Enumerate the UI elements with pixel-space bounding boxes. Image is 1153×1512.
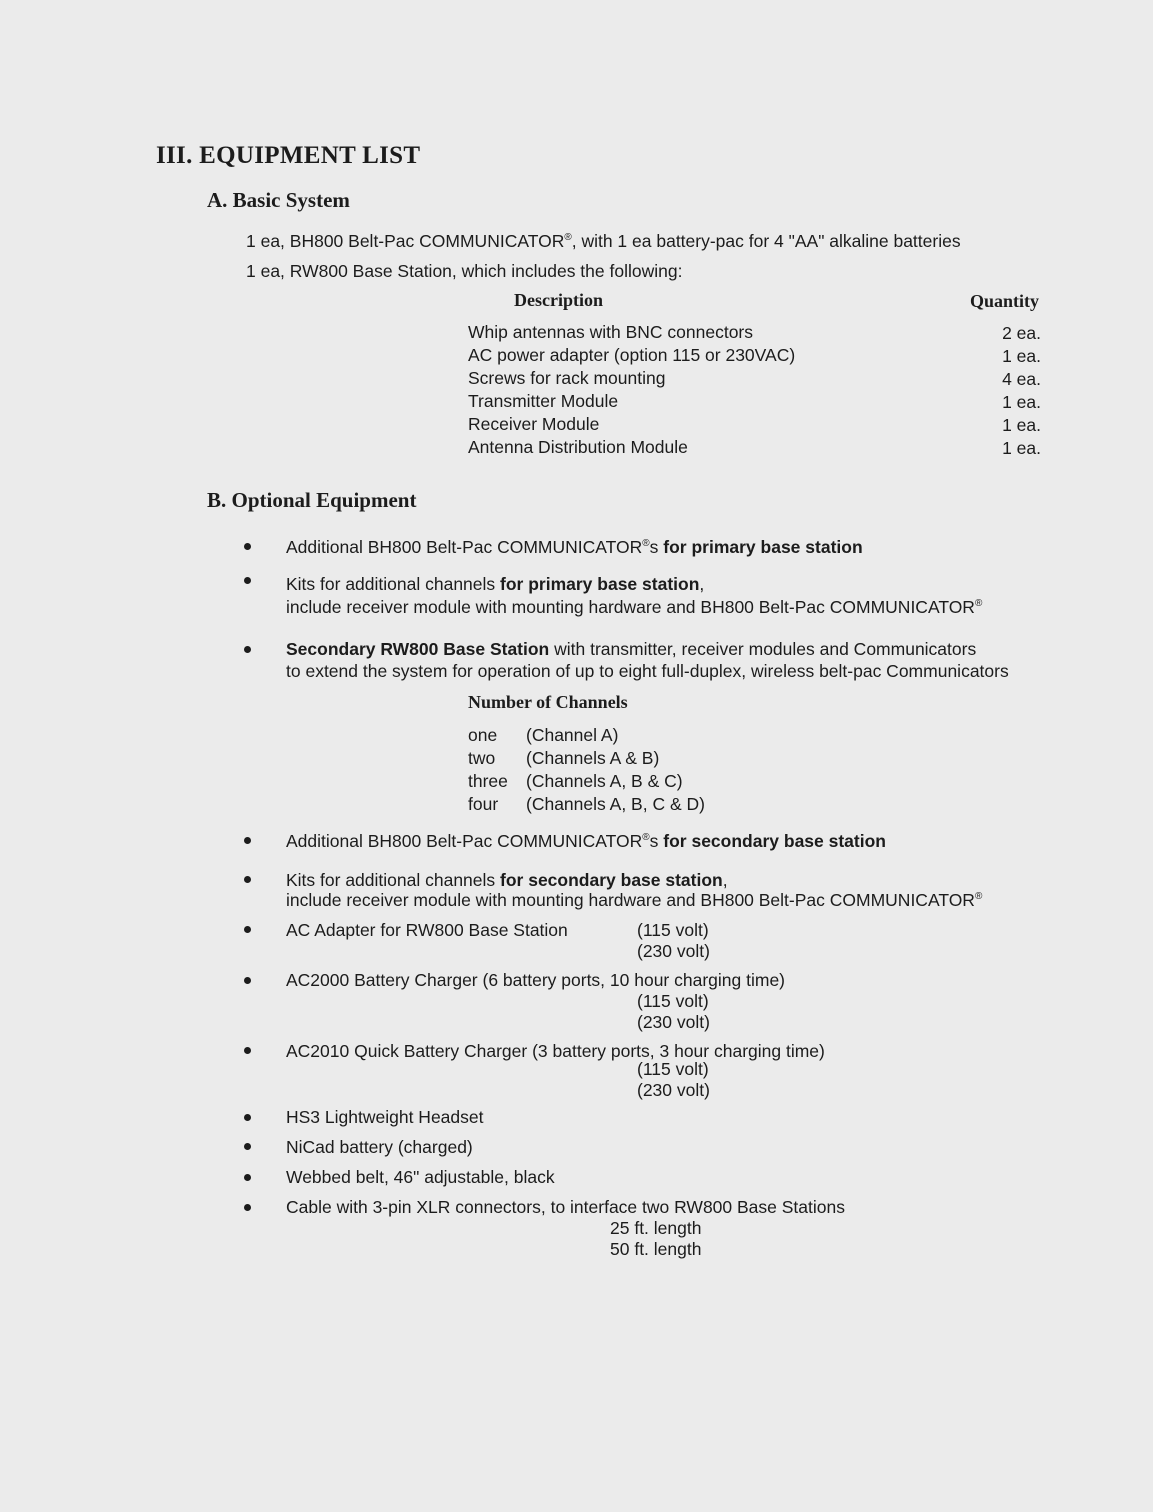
channel-count: one <box>468 725 498 745</box>
channel-count: four <box>468 794 499 814</box>
bullet <box>244 646 251 653</box>
table-row-quantity: 1 ea. <box>1002 438 1041 458</box>
basic-system-heading: A. Basic System <box>207 188 350 212</box>
list-item-continuation: include receiver module with mounting hardware and BH800 Belt-Pac COMMUNICATOR® <box>286 597 983 617</box>
table-row-quantity: 1 ea. <box>1002 415 1041 435</box>
list-item: HS3 Lightweight Headset <box>286 1107 484 1127</box>
table-row-description: Whip antennas with BNC connectors <box>468 322 753 342</box>
list-item: Additional BH800 Belt-Pac COMMUNICATOR®s for secondary base station <box>286 831 886 851</box>
bullet <box>244 837 251 844</box>
list-item: NiCad battery (charged) <box>286 1137 473 1157</box>
cable-length-option: 25 ft. length <box>610 1218 702 1238</box>
voltage-option: (115 volt) <box>637 991 709 1011</box>
channel-desc: (Channel A) <box>526 725 619 745</box>
bullet <box>244 577 251 584</box>
voltage-option: (115 volt) <box>637 1059 709 1079</box>
list-item: AC2000 Battery Charger (6 battery ports, 10 hour charging time) <box>286 970 785 990</box>
list-item: Kits for additional channels for secondary base station, <box>286 870 728 890</box>
table-row-quantity: 1 ea. <box>1002 392 1041 412</box>
channels-heading: Number of Channels <box>468 692 628 712</box>
bullet <box>244 876 251 883</box>
basic-line-2: 1 ea, RW800 Base Station, which includes the following: <box>246 261 683 281</box>
table-row-description: Screws for rack mounting <box>468 368 666 388</box>
voltage-option: (230 volt) <box>637 941 710 961</box>
list-item: Kits for additional channels for primary base station, <box>286 574 705 594</box>
column-header-quantity: Quantity <box>970 291 1040 311</box>
list-item: Cable with 3-pin XLR connectors, to interface two RW800 Base Stations <box>286 1197 845 1217</box>
list-item: Additional BH800 Belt-Pac COMMUNICATOR®s for primary base station <box>286 537 863 557</box>
bullet <box>244 1204 251 1211</box>
section-title: III. EQUIPMENT LIST <box>156 142 421 169</box>
list-item: Secondary RW800 Base Station with transmitter, receiver modules and Communicators <box>286 639 977 659</box>
channel-count: three <box>468 771 508 791</box>
table-row-description: AC power adapter (option 115 or 230VAC) <box>468 345 796 365</box>
bullet <box>244 1114 251 1121</box>
voltage-option: (230 volt) <box>637 1012 710 1032</box>
bullet <box>244 926 251 933</box>
table-row-description: Receiver Module <box>468 414 600 434</box>
channel-desc: (Channels A & B) <box>526 748 660 768</box>
bullet <box>244 543 251 550</box>
list-item: Webbed belt, 46" adjustable, black <box>286 1167 555 1187</box>
table-row-quantity: 4 ea. <box>1002 369 1041 389</box>
basic-line-1: 1 ea, BH800 Belt-Pac COMMUNICATOR®, with 1 ea battery-pac for 4 "AA" alkaline batteries <box>246 231 961 251</box>
bullet <box>244 977 251 984</box>
channel-count: two <box>468 748 496 768</box>
list-item: AC Adapter for RW800 Base Station <box>286 920 568 940</box>
optional-equipment-heading: B. Optional Equipment <box>207 488 417 512</box>
table-row-quantity: 2 ea. <box>1002 323 1041 343</box>
table-row-quantity: 1 ea. <box>1002 346 1041 366</box>
column-header-description: Description <box>514 290 603 310</box>
list-item: AC2010 Quick Battery Charger (3 battery ports, 3 hour charging time) <box>286 1041 825 1061</box>
bullet <box>244 1174 251 1181</box>
voltage-option: (230 volt) <box>637 1080 710 1100</box>
voltage-option: (115 volt) <box>637 920 709 940</box>
table-row-description: Transmitter Module <box>468 391 619 411</box>
channel-desc: (Channels A, B & C) <box>526 771 683 791</box>
list-item-continuation: to extend the system for operation of up to eight full-duplex, wireless belt-pac Communicators <box>286 661 1009 681</box>
list-item-continuation: include receiver module with mounting hardware and BH800 Belt-Pac COMMUNICATOR® <box>286 890 983 910</box>
channel-desc: (Channels A, B, C & D) <box>526 794 705 814</box>
bullet <box>244 1047 251 1054</box>
cable-length-option: 50 ft. length <box>610 1239 702 1259</box>
table-row-description: Antenna Distribution Module <box>468 437 688 457</box>
bullet <box>244 1143 251 1150</box>
